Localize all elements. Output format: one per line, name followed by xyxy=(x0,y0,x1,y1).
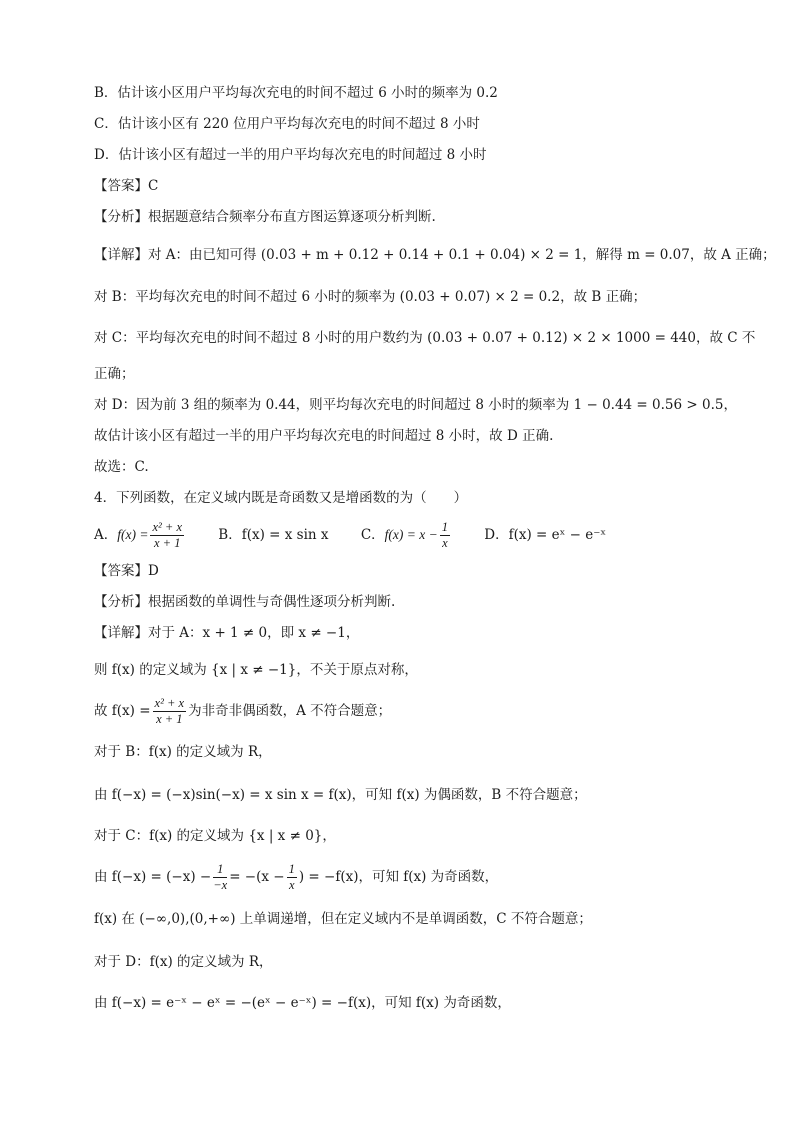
q4-option-c xyxy=(361,518,452,552)
q4-detail-b1: 对于 B：f(x) 的定义域为 R， xyxy=(94,744,272,760)
detail-c2-numerator-2: 1 xyxy=(288,862,295,876)
detail-a3-fraction xyxy=(153,696,187,727)
analysis-text: 根据函数的单调性与奇偶性逐项分析判断. xyxy=(148,594,396,610)
detail-c2-denominator-2: x xyxy=(288,878,295,892)
option-c-fraction xyxy=(440,520,450,551)
q4-detail-a3 xyxy=(94,694,391,728)
option-c-label: C． xyxy=(360,527,385,543)
analysis-tag: 【分析】 xyxy=(94,594,148,610)
detail-a3-denominator: x + 1 xyxy=(156,712,183,726)
option-a-numerator: x² + x xyxy=(152,520,182,534)
option-c-numerator: 1 xyxy=(441,520,448,534)
detail-c2-numerator-1: 1 xyxy=(213,862,227,878)
q4-options xyxy=(94,518,634,552)
q3-detail-d2: 故估计该小区有超过一半的用户平均每次充电的时间超过 8 小时，故 D 正确. xyxy=(94,428,554,444)
option-a-fraction xyxy=(150,520,184,551)
q4-analysis xyxy=(94,592,395,612)
q3-option-d: D．估计该小区有超过一半的用户平均每次充电的时间超过 8 小时 xyxy=(94,147,487,163)
detail-c2-pre: 由 f(−x) = (−x) − xyxy=(94,869,212,885)
q4-detail-b2: 由 f(−x) = (−x)sin(−x) = x sin x = f(x)，可知 f(x) 为偶函数，B 不符合题意； xyxy=(94,787,587,803)
detail-tag: 【详解】 xyxy=(94,625,148,641)
q3-option-c: C．估计该小区有 220 位用户平均每次充电的时间不超过 8 小时 xyxy=(94,116,480,132)
detail-a3-pre: 故 f(x) = xyxy=(94,703,151,719)
detail-text: 对 A：由已知可得 (0.03 + m + 0.12 + 0.14 + 0.1 + 0.04) × 2 = 1，解得 m = 0.07，故 A 正确； xyxy=(148,247,776,263)
detail-c2-fraction-1 xyxy=(213,862,227,893)
detail-a3-numerator: x² + x xyxy=(154,696,185,710)
option-c-lhs: f(x) = x − xyxy=(384,527,438,542)
q3-detail-d1: 对 D：因为前 3 组的频率为 0.44，则平均每次充电的时间超过 8 小时的频率为 1 − 0.44 = 0.56 > 0.5， xyxy=(94,397,737,413)
detail-tag: 【详解】 xyxy=(94,247,148,263)
q4-option-b: B．f(x) = x sin x xyxy=(218,527,329,543)
q3-analysis xyxy=(94,207,436,227)
q3-choose: 故选：C. xyxy=(94,459,149,475)
option-a-denominator: x + 1 xyxy=(153,536,181,550)
q4-detail-c3: f(x) 在 (−∞,0),(0,+∞) 上单调递增，但在定义域内不是单调函数，C 不符合题意； xyxy=(94,911,592,927)
q4-answer xyxy=(94,561,159,581)
q4-detail-a2: 则 f(x) 的定义域为 {x | x ≠ −1}，不关于原点对称， xyxy=(94,662,418,678)
q4-detail-d1: 对于 D：f(x) 的定义域为 R， xyxy=(94,954,273,970)
detail-c2-post: ) = −f(x)，可知 f(x) 为奇函数， xyxy=(298,869,499,885)
detail-c2-denominator-1: −x xyxy=(213,878,228,892)
option-a-lhs: f(x) = xyxy=(117,527,149,542)
answer-tag: 【答案】 xyxy=(94,563,148,579)
option-a-label: A． xyxy=(94,527,118,543)
option-c-denominator: x xyxy=(442,536,448,550)
answer-value: D xyxy=(148,563,159,579)
q3-detail-a xyxy=(94,245,776,265)
q3-detail-b: 对 B：平均每次充电的时间不超过 6 小时的频率为 (0.03 + 0.07) × 2 = 0.2，故 B 正确； xyxy=(94,289,647,305)
q3-detail-c2: 正确； xyxy=(94,366,135,382)
detail-c2-fraction-2 xyxy=(287,862,297,893)
q4-detail-a1 xyxy=(94,623,359,643)
q4-option-a xyxy=(94,518,186,552)
answer-tag: 【答案】 xyxy=(94,178,148,194)
analysis-text: 根据题意结合频率分布直方图运算逐项分析判断. xyxy=(148,209,436,225)
detail-a3-post: 为非奇非偶函数，A 不符合题意； xyxy=(188,703,392,719)
q4-stem: 4．下列函数，在定义域内既是奇函数又是增函数的为（ ） xyxy=(94,490,468,506)
q4-detail-d2: 由 f(−x) = e⁻ˣ − eˣ = −(eˣ − e⁻ˣ) = −f(x)，可知 f(x) 为奇函数， xyxy=(94,995,511,1011)
detail-c2-mid: = −(x − xyxy=(229,869,285,885)
q3-answer xyxy=(94,176,158,196)
q3-detail-c1: 对 C：平均每次充电的时间不超过 8 小时的用户数约为 (0.03 + 0.07 + 0.12) × 2 × 1000 = 440，故 C 不 xyxy=(94,330,756,346)
q3-option-b: B．估计该小区用户平均每次充电的时间不超过 6 小时的频率为 0.2 xyxy=(94,85,498,101)
q4-detail-c1: 对于 C：f(x) 的定义域为 {x | x ≠ 0}， xyxy=(94,828,336,844)
detail-text: 对于 A：x + 1 ≠ 0，即 x ≠ −1， xyxy=(148,625,360,641)
analysis-tag: 【分析】 xyxy=(94,209,148,225)
q4-option-d: D．f(x) = eˣ − e⁻ˣ xyxy=(484,527,607,543)
q4-detail-c2 xyxy=(94,860,498,894)
answer-value: C xyxy=(148,178,159,194)
